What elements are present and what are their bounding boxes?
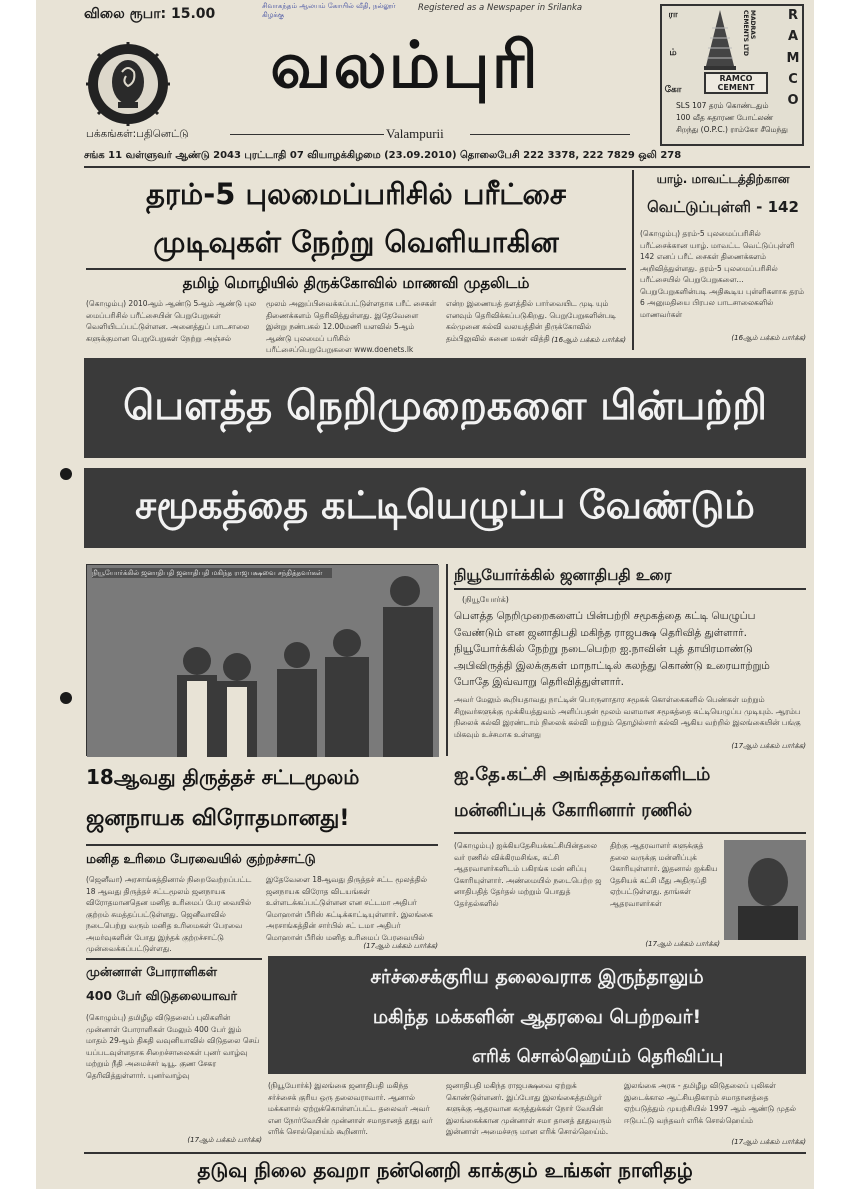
ad-letter: R bbox=[787, 8, 798, 23]
ad-company-name: MADRAS CEMENTS LTD bbox=[742, 10, 756, 56]
sidebar-continued: (16ஆம் பக்கம் பார்க்க) bbox=[731, 334, 806, 342]
photo-caption: நியூயோர்க்கில் ஜனாதிபதி ஜனாதிபதி மகிந்த ராஜபக்ஷவை சந்தித்தவர்கள் bbox=[92, 568, 332, 578]
masthead-english-title: Valampurii bbox=[386, 126, 444, 141]
solheim-column: (நியூயோர்க்) இலங்கை ஜனாதிபதி மகிந்த சர்ச்சைக் குரிய ஒரு தலைவராவார். ஆனால் மக்களால் ஏற்றுக்கொள்ளப்பட்ட தலைவர் அவர் என நோர்வேயின் முன்னாள் சமாதானத் தூது வர் எரிக் சொல்ஹெய்ம் கூறினார். bbox=[268, 1081, 433, 1136]
unp-column: திற்கு ஆதரவாளர் களுக்குத் தலை வருக்கு மன்னிப்புக் கோரியுள்ளார். இதனால் ஐக்கிய தேசியக் கட்சி மீது அதிருப்தி ஏற்பட்டுள்ளது. தாங்கள் ஆதரவாளர்கள் bbox=[610, 841, 718, 908]
dateline: சங்க 11 வள்ளுவர் ஆண்டு 2043 புரட்டாதி 07 வியாழக்கிழமை (23.09.2010) தொலைபேசி 222 3378, 222 7829 ஒலி 278 bbox=[84, 150, 682, 161]
footer-rule bbox=[84, 1152, 806, 1154]
ad-side-letters bbox=[784, 8, 802, 108]
ad-letter: A bbox=[787, 29, 799, 45]
solheim-headline-line3: எரிக் சொல்ஹெய்ம் தெரிவிப்பு bbox=[472, 1045, 724, 1067]
temple-tower-icon bbox=[700, 8, 740, 70]
story1-continued: (16ஆம் பக்கம் பார்க்க) bbox=[551, 336, 626, 344]
solheim-headline-line2: மகிந்த மக்களின் ஆதரவை பெற்றவர்! bbox=[372, 1005, 702, 1028]
masthead-title: வலம்புரி bbox=[270, 29, 540, 103]
un-story-body: அவர் மேலும் கூறியதாவது நாட்டின் பொருளாதார சமூகக் கொள்கைகளில் பெண்கள் மற்றும் சிறுவர்களுக்கு முக்கியத்துவம் அளிப்பதன் மூலம் வளமான சமூகத்தை கட்டியெழுப்ப முடியும். ஆரம்ப நிலைக் கல்வி இரண்டாம் நிலைக் கல்வி மற்றும் தொழில்சார் கல்வி ஆகிய வற்றில் இலங்கையின் பங்கு மிகவும் உச்சமாக உள்ளது bbox=[454, 695, 801, 739]
un-story-headline: நியூயோர்க்கில் ஜனாதிபதி உரை bbox=[454, 566, 672, 584]
release-headline-line2: 400 பேர் விடுதலையாவர் bbox=[86, 988, 237, 1003]
unp-column: (கொழும்பு) ஐக்கியதேசியக்கட்சியின்தலை வர் ரணில் விக்கிரமசிங்க, கட்சி ஆதரவாளர்களிடம் பகிரங்க மன் னிப்பு கோரியுள்ளார். அண்மையில் நடைபெற்ற ஜ னாதிபதித் தேர்தல் மற்றும் பொதுத் தேர்தல்களில் bbox=[454, 841, 602, 908]
release-body: (கொழும்பு) தமிழீழ விடுதலைப் புலிகளின் முன்னாள் போராளிகள் மேலும் 400 பேர் இம் மாதம் 29ஆம் திகதி வவுனியாவில் விடுதலை செய் யப்படவுள்ளதாக சிறைச்சாலைகள் புனர் வாழ்வு மற்றும் நீதி அமைச்சர் டியூ. குண சேகர தெரிவித்துள்ளார். புனர்வாழ்வு bbox=[86, 1013, 260, 1080]
amendment-continued: (17ஆம் பக்கம் பார்க்க) bbox=[363, 942, 438, 950]
amendment-column: இதேவேளை 18ஆவது திருத்தச் சட்ட மூலத்தில் ஜனநாயக விரோத விடயங்கள் உள்ளடக்கப்பட்டுள்ளன என சட்டமா அதிபர் மொஹான் பீரிஸ் சுட்டிக்காட்டியுள்ளார். இலங்கை அரசாங்கத்தின் சார்பில் சட் டமா அதிபர் மொஹான் பீரிஸ் மனித உரிமைப் பேரவையில் bbox=[266, 875, 433, 942]
un-story-lead: பௌத்த நெறிமுறைகளைப் பின்பற்றி சமூகத்தை கட்டி யெழுப்ப வேண்டும் என ஜனாதிபதி மகிந்த ராஜபக்ஷ தெரிவித் துள்ளார். நியூயோர்க்கில் நேற்று நடைபெற்ற ஐ.நாவின் புத் தாயிரமாண்டு அபிவிருத்தி இலக்குகள் மாநாட்டில் கலந்து கொண்டு உரையாற்றும் போதே இவ்வாறு தெரிவித்துள்ளார். bbox=[454, 610, 770, 688]
amendment-column: (ஜெனீவா) அரசாங்கத்தினால் நிறைவேற்றப்பட்ட 18 ஆவது திருத்தச் சட்டமூலம் ஜனநாயக விரோதமானதென மனித உரிமைப் பேர வையில் குற்றம் சுமத்தப்பட்டுள்ளது. ஜெனீவாவில் நடைபெற்று வரும் மனித உரிமைகள் பேரவை அமர்வுகளின் போது இந்தக் குற்றச்சாட்டு முன்வைக்கப்பட்டுள்ளது. bbox=[86, 875, 252, 953]
masthead-rule-right bbox=[470, 134, 630, 135]
release-headline-line1: முன்னாள் போராளிகள் bbox=[86, 964, 218, 979]
story1-headline-line2: முடிவுகள் நேற்று வெளியாகின bbox=[153, 225, 559, 259]
ad-line: 100 வீத சுதாரண போட்லண் bbox=[676, 113, 774, 122]
ad-tamil-letter: ம் bbox=[669, 47, 677, 58]
amendment-rule bbox=[86, 844, 438, 846]
ad-tamil-letter: கோ bbox=[664, 85, 682, 95]
ad-line: சிறந்து (O.P.C.) ராம்கோ சீமெந்து bbox=[676, 125, 788, 134]
solheim-column: இலங்கை அரசு - தமிழீழ விடுதலைப் புலிகள் இடைக்கால ஆட்சியதிகாரம் சமாதானத்தை ஏற்படுத்தும் முயற்சியில் 1997 ஆம் ஆண்டு முதல் ஈடுபட்டு வந்தவர் எரிக் சொல்ஹெய்ம் bbox=[624, 1081, 796, 1125]
dateline-rule bbox=[84, 166, 810, 168]
banner-line1: பௌத்த நெறிமுறைகளை பின்பற்றி bbox=[84, 358, 806, 458]
unp-headline-line1: ஐ.தே.கட்சி அங்கத்தவர்களிடம் bbox=[454, 764, 711, 785]
sidebar-title-line2: வெட்டுப்புள்ளி - 142 bbox=[647, 198, 799, 216]
ad-line: SLS 107 தரம் கொண்டதும் bbox=[676, 101, 769, 110]
ad-tamil-letter: ரா bbox=[668, 10, 678, 20]
ad-copy bbox=[676, 100, 804, 136]
registration-note: Registered as a Newspaper in Srilanka bbox=[418, 3, 583, 13]
un-story-dateline: (நியூயோர்க்) bbox=[462, 595, 509, 604]
ad-letter: O bbox=[787, 93, 799, 108]
amendment-headline-line1: 18ஆவது திருத்தச் சட்டமூலம் bbox=[86, 764, 360, 789]
ad-letter: M bbox=[786, 50, 800, 66]
price-label: விலை ரூபா: 15.00 bbox=[84, 6, 216, 22]
story1-column: மூலம் அனுப்பிவைக்கப்பட்டுள்ளதாக பரீட் சைகள் திணைக்களம் தெரிவித்துள்ளது. இதேவேளை இன்று நண்பகல் 12.00மணி யளவில் 5ஆம் ஆண்டு புலமைப் பரிசில் பரீட்சைப்பெறுபேறுகளை www.doenets.lk bbox=[266, 299, 437, 354]
solheim-column: ஜனாதிபதி மகிந்த ராஜபக்ஷவை ஏற்றுக் கொண்டுள்ளனர். இப்போது இலங்கைத்தமிழர் களுக்கு ஆதரவான கருத்துக்கள் நோர் வேயின் இலங்கைக்கான முன்னாள் சமா தானத் தூதுவரும் இன்னாள் அமைச்சரு மான எரிக் சொல்ஹெய்ம். bbox=[446, 1081, 612, 1136]
amendment-subhead: மனித உரிமை பேரவையில் குற்றச்சாட்டு bbox=[86, 850, 316, 866]
un-story-continued: (17ஆம் பக்கம் பார்க்க) bbox=[731, 742, 806, 750]
release-rule bbox=[86, 958, 262, 960]
binder-hole-top bbox=[60, 468, 72, 480]
story1-column: (கொழும்பு) 2010ஆம் ஆண்டு 5ஆம் ஆண்டு புல மைப்பரிசில் பரீட்சையின் பெறுபேறுகள் வெளியிடப்பட்டுள்ளன. அனைத்துப் பாடசாலை களுக்குமான பெறுபேறுகள் நேற்று அஞ்சல் bbox=[86, 299, 257, 343]
ad-brand-box: RAMCO CEMENT bbox=[704, 72, 768, 94]
story1-headline-line1: தரம்-5 புலமைப்பரிசில் பரீட்சை bbox=[145, 177, 566, 211]
footer-slogan: தடுவு நிலை தவறா நன்னெறி காக்கும் உங்கள் நாளிதழ் bbox=[197, 1157, 693, 1182]
ad-tamil-letters bbox=[664, 10, 682, 96]
story1-subhead: தமிழ் மொழியில் திருக்கோவில் மாணவி முதலிடம் bbox=[182, 274, 530, 292]
un-story-divider bbox=[446, 564, 448, 756]
page-count: பக்கங்கள்:பதினெட்டு bbox=[86, 128, 189, 140]
sidebar-divider bbox=[632, 170, 634, 350]
story1-column: என்ற இணையத் தளத்தில் பார்வையிட முடி யும் எனவும் தெரிவிக்கப்படுகிறது. பெறுபேறுகளின்படி கல்முனை கல்வி வலயத்தின் திருக்கோவில் தம்பிலுவில் சுனை மகள் வித்தி bbox=[446, 299, 617, 343]
conch-logo-icon bbox=[86, 42, 170, 126]
library-stamp: சிவாகந்தம் ஆலயம் கோயில் வீதி, நல்லூர் கிழக்கு bbox=[262, 2, 396, 19]
sidebar-body: (கொழும்பு) தரம்-5 புலமைப்பரிசில் பரீட்சைக்கான யாழ். மாவட்ட வெட்டுப்புள்ளி 142 எனப் பரீட் சைகள் திணைக்களம் அறிவித்துள்ளது. தரம்-5 புலமைப்பரிசில் பரீட்சையில் பெறுபேறுகளை... பெறுபேறுகளின்படி அதிகூடிய புள்ளிகளாக தரம் 6 அனுமதியை பிரபல பாடசாலைகளில் மாணவர்கள் bbox=[640, 229, 805, 319]
ranil-photo bbox=[724, 840, 806, 940]
release-continued: (17ஆம் பக்கம் பார்க்க) bbox=[187, 1136, 262, 1144]
un-story-rule bbox=[454, 588, 806, 590]
amendment-headline-line2: ஜனநாயக விரோதமானது! bbox=[86, 806, 350, 831]
unp-rule bbox=[454, 832, 806, 834]
story1-rule bbox=[86, 268, 626, 270]
news-photo bbox=[86, 564, 438, 756]
unp-continued: (17ஆம் பக்கம் பார்க்க) bbox=[645, 940, 720, 948]
solheim-continued: (17ஆம் பக்கம் பார்க்க) bbox=[731, 1138, 806, 1146]
binder-hole-bottom bbox=[60, 692, 72, 704]
banner-line2: சமூகத்தை கட்டியெழுப்ப வேண்டும் bbox=[84, 468, 806, 548]
sidebar-title-line1: யாழ். மாவட்டத்திற்கான bbox=[656, 172, 790, 186]
unp-headline-line2: மன்னிப்புக் கோரினார் ரணில் bbox=[454, 800, 693, 821]
masthead-rule-left bbox=[230, 134, 384, 135]
ad-letter: C bbox=[788, 71, 798, 87]
solheim-headline-line1: சர்ச்சைக்குரிய தலைவராக இருந்தாலும் bbox=[370, 965, 704, 988]
